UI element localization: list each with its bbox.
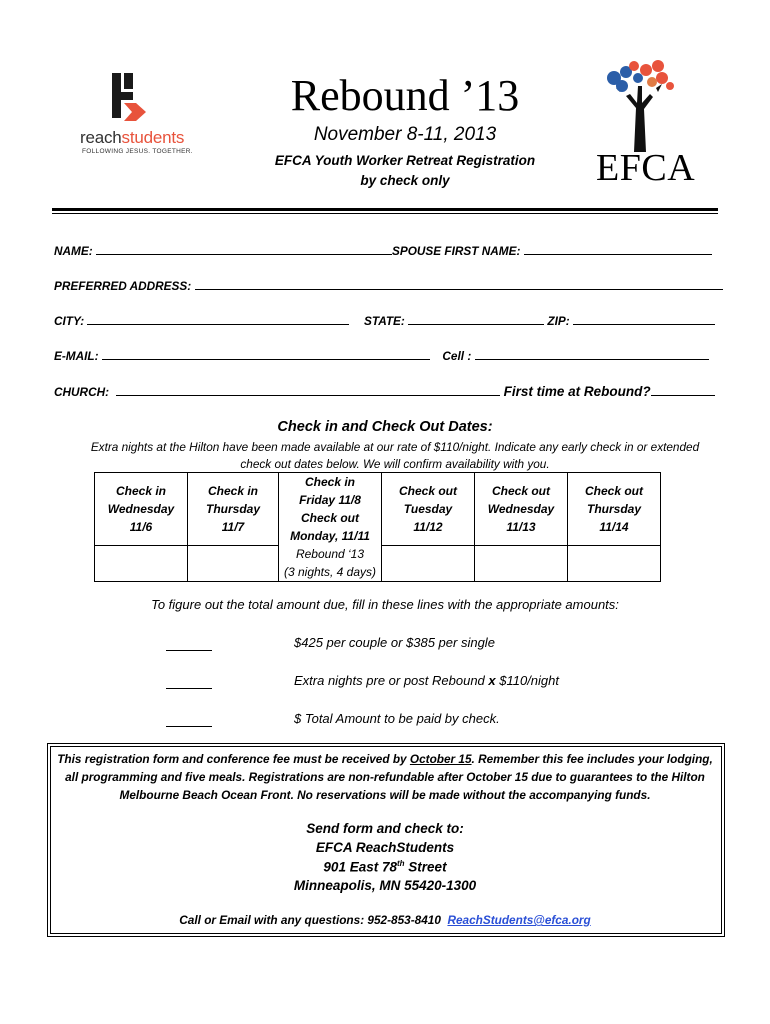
dates-header-row <box>95 473 661 546</box>
amount-field-total[interactable] <box>166 712 212 727</box>
reachstudents-tagline: FOLLOWING JESUS. TOGETHER. <box>82 148 193 155</box>
page-title: Rebound ’13 <box>290 71 520 120</box>
zip-label: ZIP: <box>547 314 570 328</box>
entry-checkout-thu[interactable] <box>568 546 661 582</box>
form-row-church <box>54 383 715 399</box>
cell-field[interactable] <box>475 347 709 360</box>
mailing-heading: Send form and check to: <box>306 821 464 836</box>
city-field[interactable] <box>87 312 349 325</box>
spouse-label: SPOUSE FIRST NAME: <box>391 244 521 258</box>
form-row-email <box>54 347 709 363</box>
event-dates: November 8-11, 2013 <box>313 124 497 145</box>
amount-item-registration: $425 per couple or $385 per single <box>294 635 495 650</box>
email-label: E-MAIL: <box>54 349 99 363</box>
amount-item-extra-nights: Extra nights pre or post Rebound x $110/night <box>294 673 559 688</box>
city-label: CITY: <box>54 314 85 328</box>
col-checkin-thu: Check in Thursday 11/7 <box>188 473 279 546</box>
col-rebound: Check in Friday 11/8 Check out Monday, 11/11 Rebound ‘13 (3 nights, 4 days) <box>279 473 382 582</box>
zip-field[interactable] <box>573 312 715 325</box>
dates-table <box>94 472 661 582</box>
checkin-note: Extra nights at the Hilton have been made available at our rate of $110/night. Indicate any early check in or extended check out dates below. We will confirm availability with you. <box>90 440 700 471</box>
amount-field-extra-nights[interactable] <box>166 674 212 689</box>
entry-checkout-wed[interactable] <box>475 546 568 582</box>
entry-checkin-wed[interactable] <box>95 546 188 582</box>
amount-instruction: To figure out the total amount due, fill in these lines with the appropriate amounts: <box>151 597 619 612</box>
header-divider <box>52 208 718 211</box>
col-checkout-wed: Check out Wednesday 11/13 <box>475 473 568 546</box>
mailing-street: 901 East 78th Street <box>323 859 447 875</box>
header-divider-thin <box>52 213 718 214</box>
checkin-heading: Check in and Check Out Dates: <box>277 419 493 435</box>
mailing-org: EFCA ReachStudents <box>315 840 455 855</box>
state-label: STATE: <box>364 314 405 328</box>
name-field[interactable] <box>96 242 392 255</box>
contact-line: Call or Email with any questions: 952-853-8410 ReachStudents@efca.org <box>179 913 591 927</box>
notice-text: This registration form and conference fee must be received by October 15. Remember this fee includes your lodging, all programming and five meals. Registrations are non-refundable after October 15 due to guarantees to the Hilton Melbourne Beach Ocean Front. No reservations will be made without the accompanying funds. <box>57 752 713 802</box>
church-field[interactable] <box>116 383 500 396</box>
first-time-label: First time at Rebound? <box>503 384 651 399</box>
state-field[interactable] <box>408 312 544 325</box>
efca-tree-icon <box>596 56 680 152</box>
amount-field-registration[interactable] <box>166 636 212 651</box>
address-label: PREFERRED ADDRESS: <box>54 279 192 293</box>
church-label: CHURCH: <box>54 385 110 399</box>
address-field[interactable] <box>195 277 723 290</box>
amount-item-total: $ Total Amount to be paid by check. <box>294 711 500 726</box>
page-subtitle: EFCA Youth Worker Retreat Registration by check only <box>274 153 536 188</box>
form-row-city <box>54 312 715 328</box>
form-row-name <box>54 242 712 258</box>
entry-checkout-tue[interactable] <box>382 546 475 582</box>
cell-label: Cell : <box>442 349 472 363</box>
col-checkin-wed: Check in Wednesday 11/6 <box>95 473 188 546</box>
spouse-field[interactable] <box>524 242 712 255</box>
email-field[interactable] <box>102 347 430 360</box>
contact-email-link[interactable]: ReachStudents@efca.org <box>447 913 591 927</box>
name-label: NAME: <box>54 244 93 258</box>
efca-wordmark: EFCA <box>596 147 696 189</box>
entry-checkin-thu[interactable] <box>188 546 279 582</box>
col-checkout-tue: Check out Tuesday 11/12 <box>382 473 475 546</box>
first-time-field[interactable] <box>651 383 715 396</box>
reachstudents-wordmark: reachstudents <box>80 128 185 147</box>
col-checkout-thu: Check out Thursday 11/14 <box>568 473 661 546</box>
mailing-city: Minneapolis, MN 55420-1300 <box>293 878 477 893</box>
form-row-address <box>54 277 723 293</box>
